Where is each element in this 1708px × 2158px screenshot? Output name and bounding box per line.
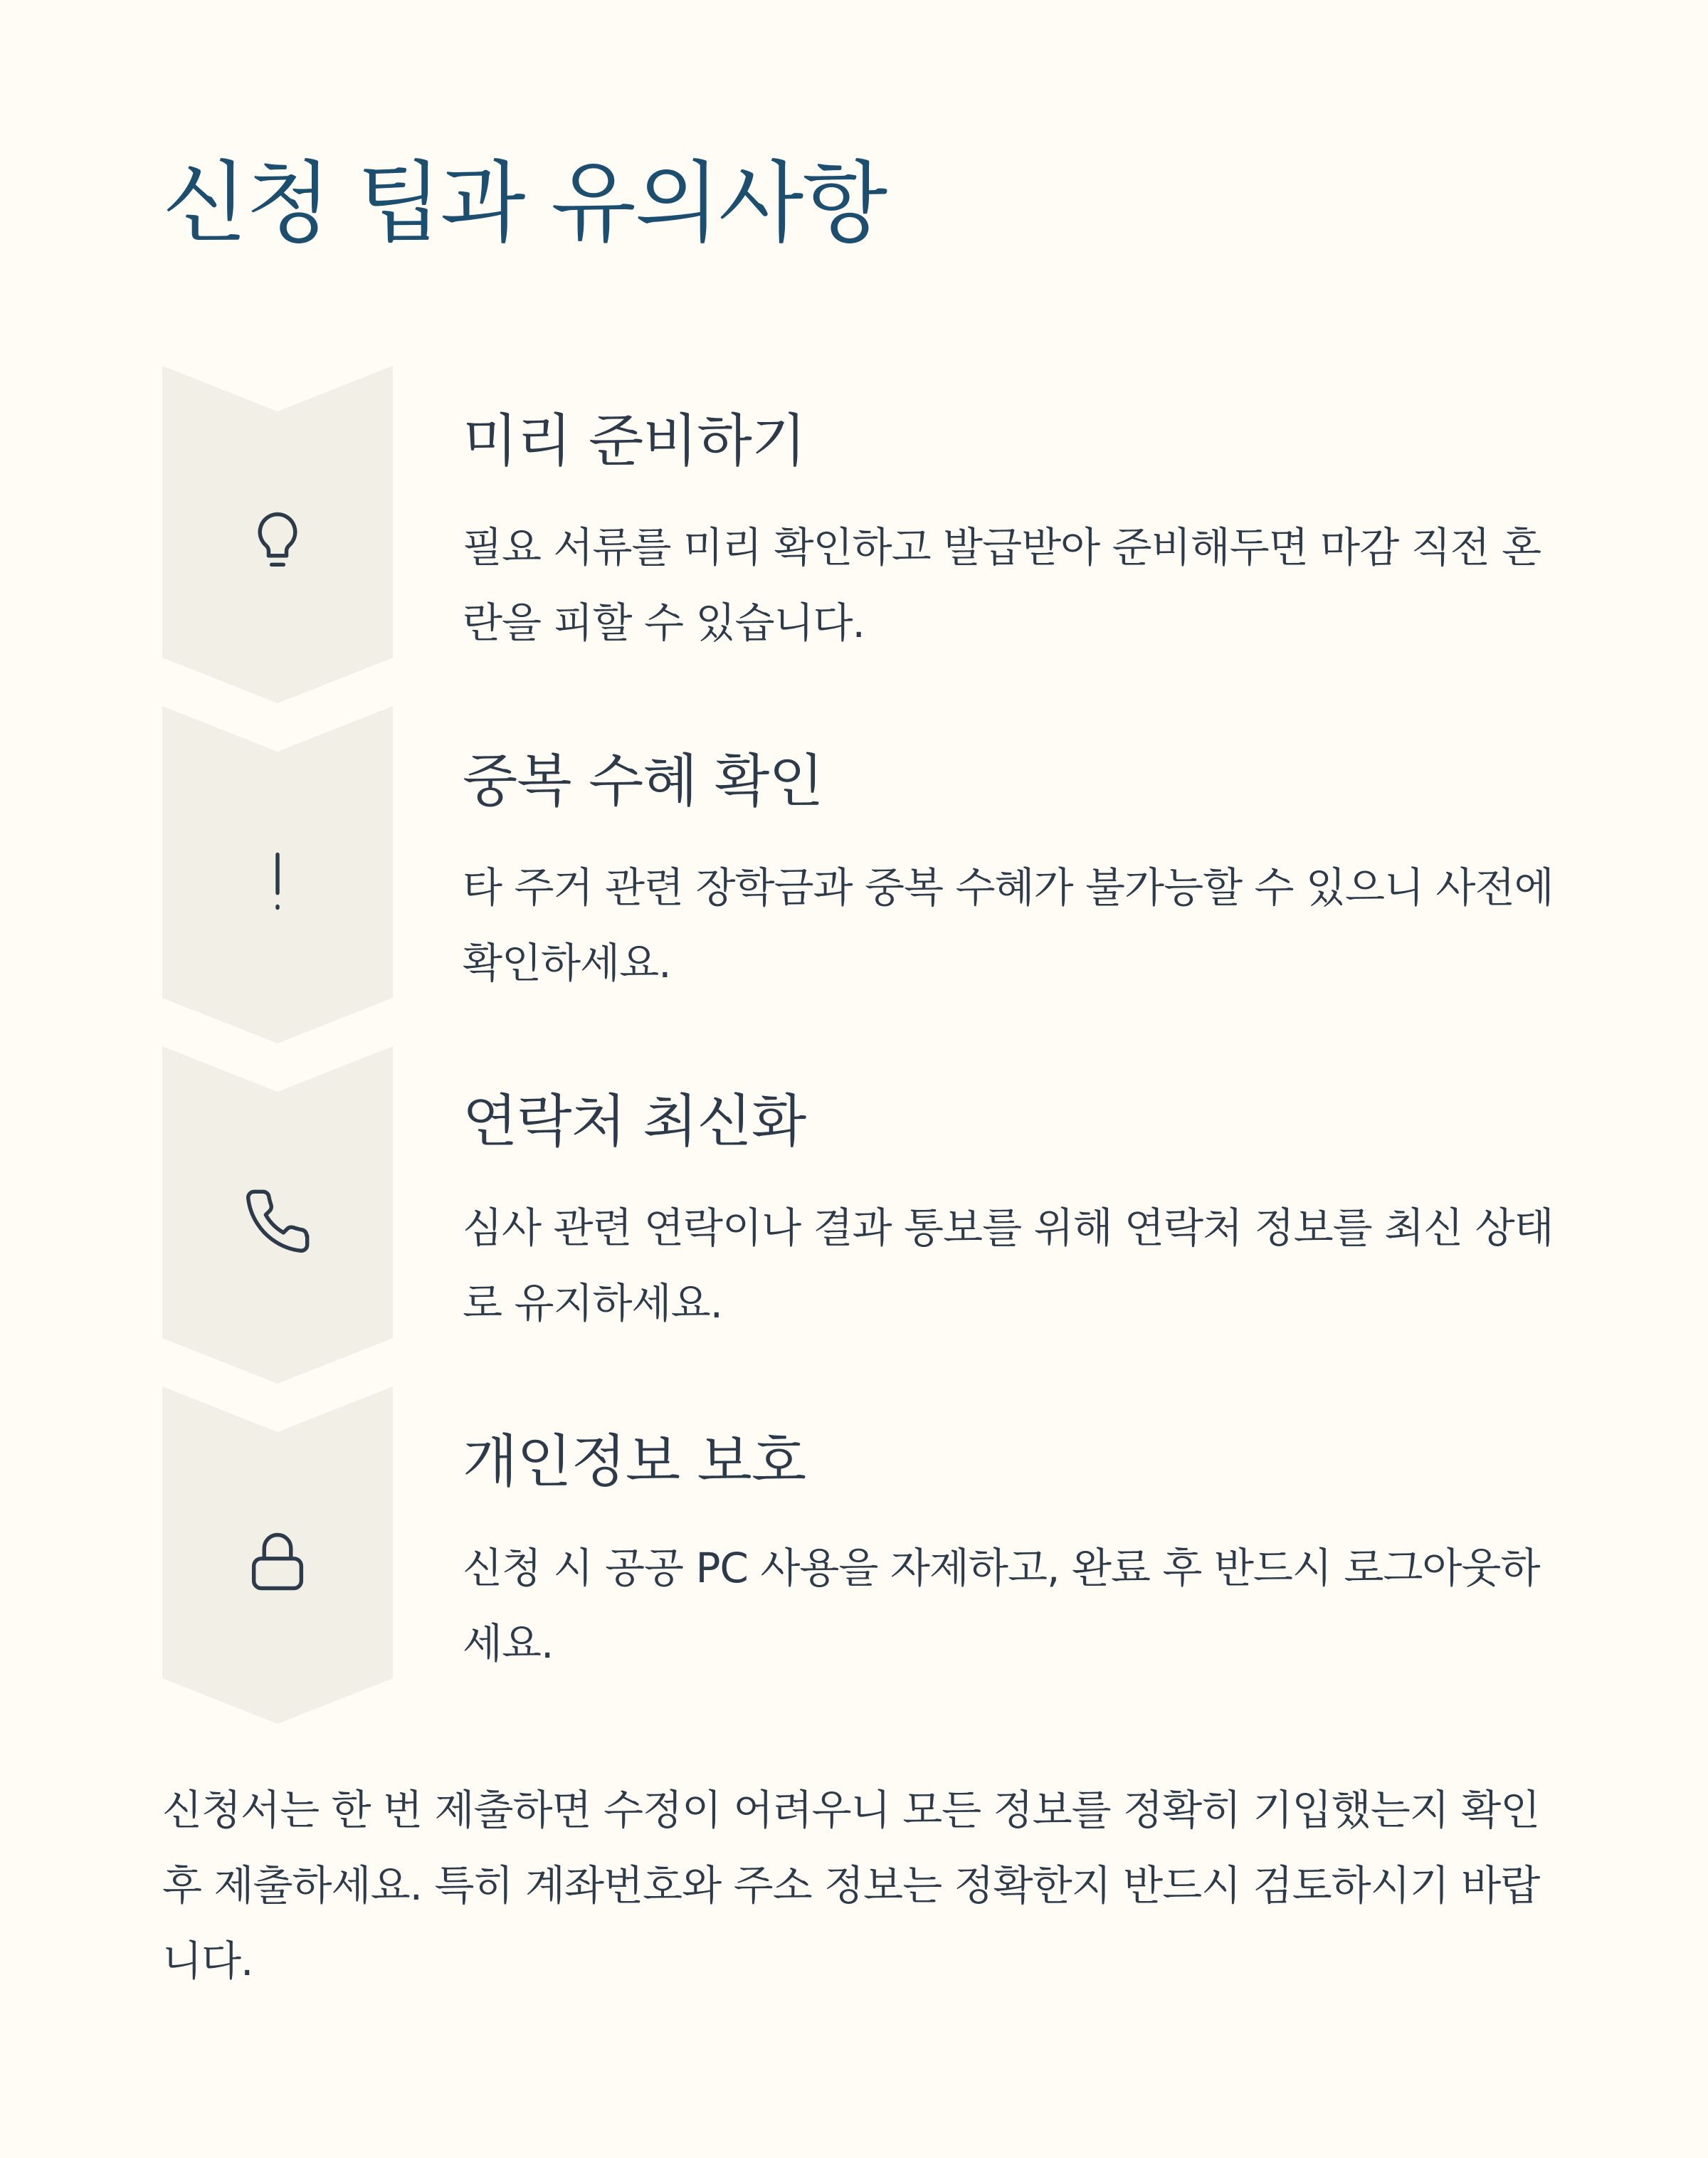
page-title: 신청 팁과 유의사항 [162,152,887,255]
footer-note: 신청서는 한 번 제출하면 수정이 어려우니 모든 정보를 정확히 기입했는지 확인 후 제출하세요. 특히 계좌번호와 주소 정보는 정확한지 반드시 검토하시기 바랍니다. [162,1786,1540,1985]
lock-icon [242,1526,313,1597]
phone-icon [242,1186,313,1257]
tip-title-prepare: 미리 준비하기 [463,408,806,474]
tip-description-privacy: 신청 시 공공 PC 사용을 자제하고, 완료 후 반드시 로그아웃하세요. [463,1544,1540,1668]
step-chevron-1 [162,366,393,703]
tip-description-contact: 심사 관련 연락이나 결과 통보를 위해 연락처 정보를 최신 상태로 유지하세요. [463,1204,1554,1327]
step-chevron-2 [162,706,393,1043]
tip-description-prepare: 필요 서류를 미리 확인하고 발급받아 준비해두면 마감 직전 혼란을 피할 수 있습니다. [463,523,1541,647]
step-chevron-3 [162,1046,393,1384]
lightbulb-icon [242,505,313,577]
tip-title-contact: 연락처 최신화 [463,1088,806,1154]
tip-title-duplicate: 중복 수혜 확인 [463,748,823,814]
tip-description-duplicate: 타 주거 관련 장학금과 중복 수혜가 불가능할 수 있으니 사전에 확인하세요. [463,863,1554,987]
step-chevron-4 [162,1386,393,1724]
exclamation-icon [242,846,313,917]
tip-title-privacy: 개인정보 보호 [463,1428,806,1495]
